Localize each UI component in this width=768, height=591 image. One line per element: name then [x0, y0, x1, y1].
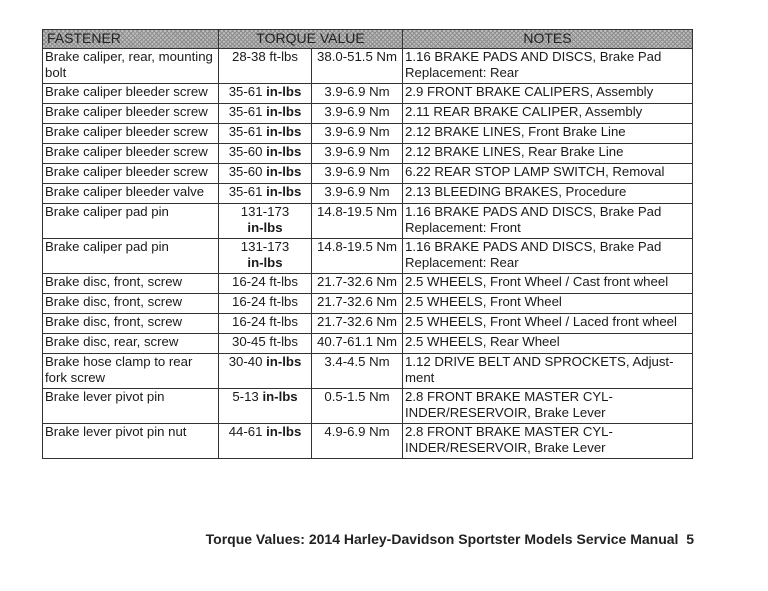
- fastener-cell: Brake caliper bleeder screw: [43, 144, 219, 164]
- torque-unit: in-lbs: [266, 424, 302, 439]
- fastener-cell: Brake caliper bleeder valve: [43, 184, 219, 204]
- table-row: [43, 49, 693, 84]
- notes-cell: 2.11 REAR BRAKE CALIPER, Assembly: [403, 104, 693, 124]
- table-row: [43, 84, 693, 104]
- fastener-cell: Brake caliper bleeder screw: [43, 84, 219, 104]
- torque-unit: in-lbs: [266, 144, 302, 159]
- table-row: [43, 389, 693, 424]
- fastener-cell: Brake disc, front, screw: [43, 294, 219, 314]
- table-header-row: [43, 30, 693, 49]
- table-row: [43, 184, 693, 204]
- torque-cell: [219, 314, 312, 334]
- notes-cell: 1.16 BRAKE PADS AND DISCS, Brake Pad Replacement: Rear: [403, 49, 693, 84]
- table-row: [43, 239, 693, 274]
- notes-cell: 1.12 DRIVE BELT AND SPROCKETS, Adjust-ment: [403, 354, 693, 389]
- torque-value: 35-60: [228, 144, 263, 159]
- torque-value: 35-61: [228, 184, 263, 199]
- fastener-header: FASTENER: [43, 30, 219, 49]
- table-row: [43, 104, 693, 124]
- torque-cell: [219, 164, 312, 184]
- metric-torque-cell: 0.5-1.5 Nm: [312, 389, 403, 424]
- torque-cell: [219, 274, 312, 294]
- torque-unit: ft-lbs: [269, 294, 298, 309]
- fastener-cell: Brake caliper pad pin: [43, 204, 219, 239]
- torque-value: 5-13: [232, 389, 259, 404]
- table-row: [43, 294, 693, 314]
- torque-cell: [219, 389, 312, 424]
- torque-unit: in-lbs: [262, 389, 298, 404]
- torque-unit: in-lbs: [266, 84, 302, 99]
- torque-value: 16-24: [232, 314, 266, 329]
- torque-cell: [219, 144, 312, 164]
- notes-cell: 2.5 WHEELS, Front Wheel: [403, 294, 693, 314]
- fastener-cell: Brake lever pivot pin: [43, 389, 219, 424]
- torque-unit: ft-lbs: [269, 334, 298, 349]
- torque-unit: in-lbs: [266, 124, 302, 139]
- torque-value-header: TORQUE VALUE: [219, 30, 403, 49]
- fastener-cell: Brake caliper bleeder screw: [43, 124, 219, 144]
- torque-cell: [219, 334, 312, 354]
- notes-cell: 2.5 WHEELS, Rear Wheel: [403, 334, 693, 354]
- notes-cell: 2.13 BLEEDING BRAKES, Procedure: [403, 184, 693, 204]
- torque-value: 131-173: [240, 204, 290, 219]
- torque-value: 30-40: [228, 354, 263, 369]
- table-row: [43, 424, 693, 459]
- torque-unit: in-lbs: [247, 254, 283, 270]
- metric-torque-cell: 40.7-61.1 Nm: [312, 334, 403, 354]
- torque-values-table: [42, 29, 693, 459]
- torque-unit: ft-lbs: [269, 49, 298, 64]
- metric-torque-cell: 3.9-6.9 Nm: [312, 164, 403, 184]
- torque-value: 16-24: [232, 294, 266, 309]
- torque-value: 35-60: [228, 164, 263, 179]
- notes-cell: 2.12 BRAKE LINES, Rear Brake Line: [403, 144, 693, 164]
- metric-torque-cell: 38.0-51.5 Nm: [312, 49, 403, 84]
- table-row: [43, 274, 693, 294]
- torque-value: 131-173: [240, 239, 290, 254]
- metric-torque-cell: 21.7-32.6 Nm: [312, 294, 403, 314]
- torque-cell: [219, 204, 312, 239]
- notes-cell: 2.8 FRONT BRAKE MASTER CYL-INDER/RESERVOIR, Brake Lever: [403, 424, 693, 459]
- fastener-cell: Brake disc, front, screw: [43, 274, 219, 294]
- metric-torque-cell: 3.9-6.9 Nm: [312, 104, 403, 124]
- torque-value: 35-61: [228, 104, 263, 119]
- torque-cell: [219, 239, 312, 274]
- torque-cell: [219, 424, 312, 459]
- fastener-cell: Brake caliper, rear, mounting bolt: [43, 49, 219, 84]
- fastener-cell: Brake caliper pad pin: [43, 239, 219, 274]
- table-row: [43, 124, 693, 144]
- metric-torque-cell: 21.7-32.6 Nm: [312, 314, 403, 334]
- metric-torque-cell: 21.7-32.6 Nm: [312, 274, 403, 294]
- fastener-cell: Brake disc, front, screw: [43, 314, 219, 334]
- page-footer: [200, 531, 694, 547]
- torque-unit: in-lbs: [266, 184, 302, 199]
- notes-cell: 6.22 REAR STOP LAMP SWITCH, Removal: [403, 164, 693, 184]
- fastener-cell: Brake caliper bleeder screw: [43, 104, 219, 124]
- notes-cell: 2.5 WHEELS, Front Wheel / Cast front wheel: [403, 274, 693, 294]
- notes-cell: 2.5 WHEELS, Front Wheel / Laced front wheel: [403, 314, 693, 334]
- torque-cell: [219, 104, 312, 124]
- metric-torque-cell: 14.8-19.5 Nm: [312, 239, 403, 274]
- torque-unit: in-lbs: [266, 104, 302, 119]
- torque-value: 35-61: [228, 84, 263, 99]
- torque-cell: [219, 124, 312, 144]
- metric-torque-cell: 14.8-19.5 Nm: [312, 204, 403, 239]
- torque-value: 35-61: [228, 124, 263, 139]
- metric-torque-cell: 4.9-6.9 Nm: [312, 424, 403, 459]
- table-row: [43, 354, 693, 389]
- torque-unit: in-lbs: [247, 219, 283, 235]
- notes-header: NOTES: [403, 30, 693, 49]
- table-row: [43, 204, 693, 239]
- torque-unit: ft-lbs: [269, 274, 298, 289]
- notes-cell: 2.9 FRONT BRAKE CALIPERS, Assembly: [403, 84, 693, 104]
- metric-torque-cell: 3.4-4.5 Nm: [312, 354, 403, 389]
- torque-value: 44-61: [228, 424, 263, 439]
- table-row: [43, 164, 693, 184]
- metric-torque-cell: 3.9-6.9 Nm: [312, 144, 403, 164]
- fastener-cell: Brake lever pivot pin nut: [43, 424, 219, 459]
- torque-cell: [219, 184, 312, 204]
- torque-cell: [219, 84, 312, 104]
- metric-torque-cell: 3.9-6.9 Nm: [312, 184, 403, 204]
- table-row: [43, 314, 693, 334]
- torque-unit: in-lbs: [266, 354, 302, 369]
- notes-cell: 1.16 BRAKE PADS AND DISCS, Brake Pad Replacement: Front: [403, 204, 693, 239]
- notes-cell: 2.8 FRONT BRAKE MASTER CYL-INDER/RESERVOIR, Brake Lever: [403, 389, 693, 424]
- table-row: [43, 334, 693, 354]
- page-number: 5: [686, 531, 694, 547]
- torque-cell: [219, 294, 312, 314]
- metric-torque-cell: 3.9-6.9 Nm: [312, 84, 403, 104]
- notes-cell: 1.16 BRAKE PADS AND DISCS, Brake Pad Replacement: Rear: [403, 239, 693, 274]
- fastener-cell: Brake disc, rear, screw: [43, 334, 219, 354]
- torque-cell: [219, 354, 312, 389]
- torque-unit: ft-lbs: [269, 314, 298, 329]
- torque-value: 16-24: [232, 274, 266, 289]
- torque-value: 28-38: [232, 49, 266, 64]
- torque-value: 30-45: [232, 334, 266, 349]
- table-body: [43, 49, 693, 459]
- torque-cell: [219, 49, 312, 84]
- notes-cell: 2.12 BRAKE LINES, Front Brake Line: [403, 124, 693, 144]
- metric-torque-cell: 3.9-6.9 Nm: [312, 124, 403, 144]
- fastener-cell: Brake caliper bleeder screw: [43, 164, 219, 184]
- table-row: [43, 144, 693, 164]
- torque-unit: in-lbs: [266, 164, 302, 179]
- footer-title: Torque Values: 2014 Harley-Davidson Sportster Models Service Manual: [205, 531, 679, 547]
- fastener-cell: Brake hose clamp to rear fork screw: [43, 354, 219, 389]
